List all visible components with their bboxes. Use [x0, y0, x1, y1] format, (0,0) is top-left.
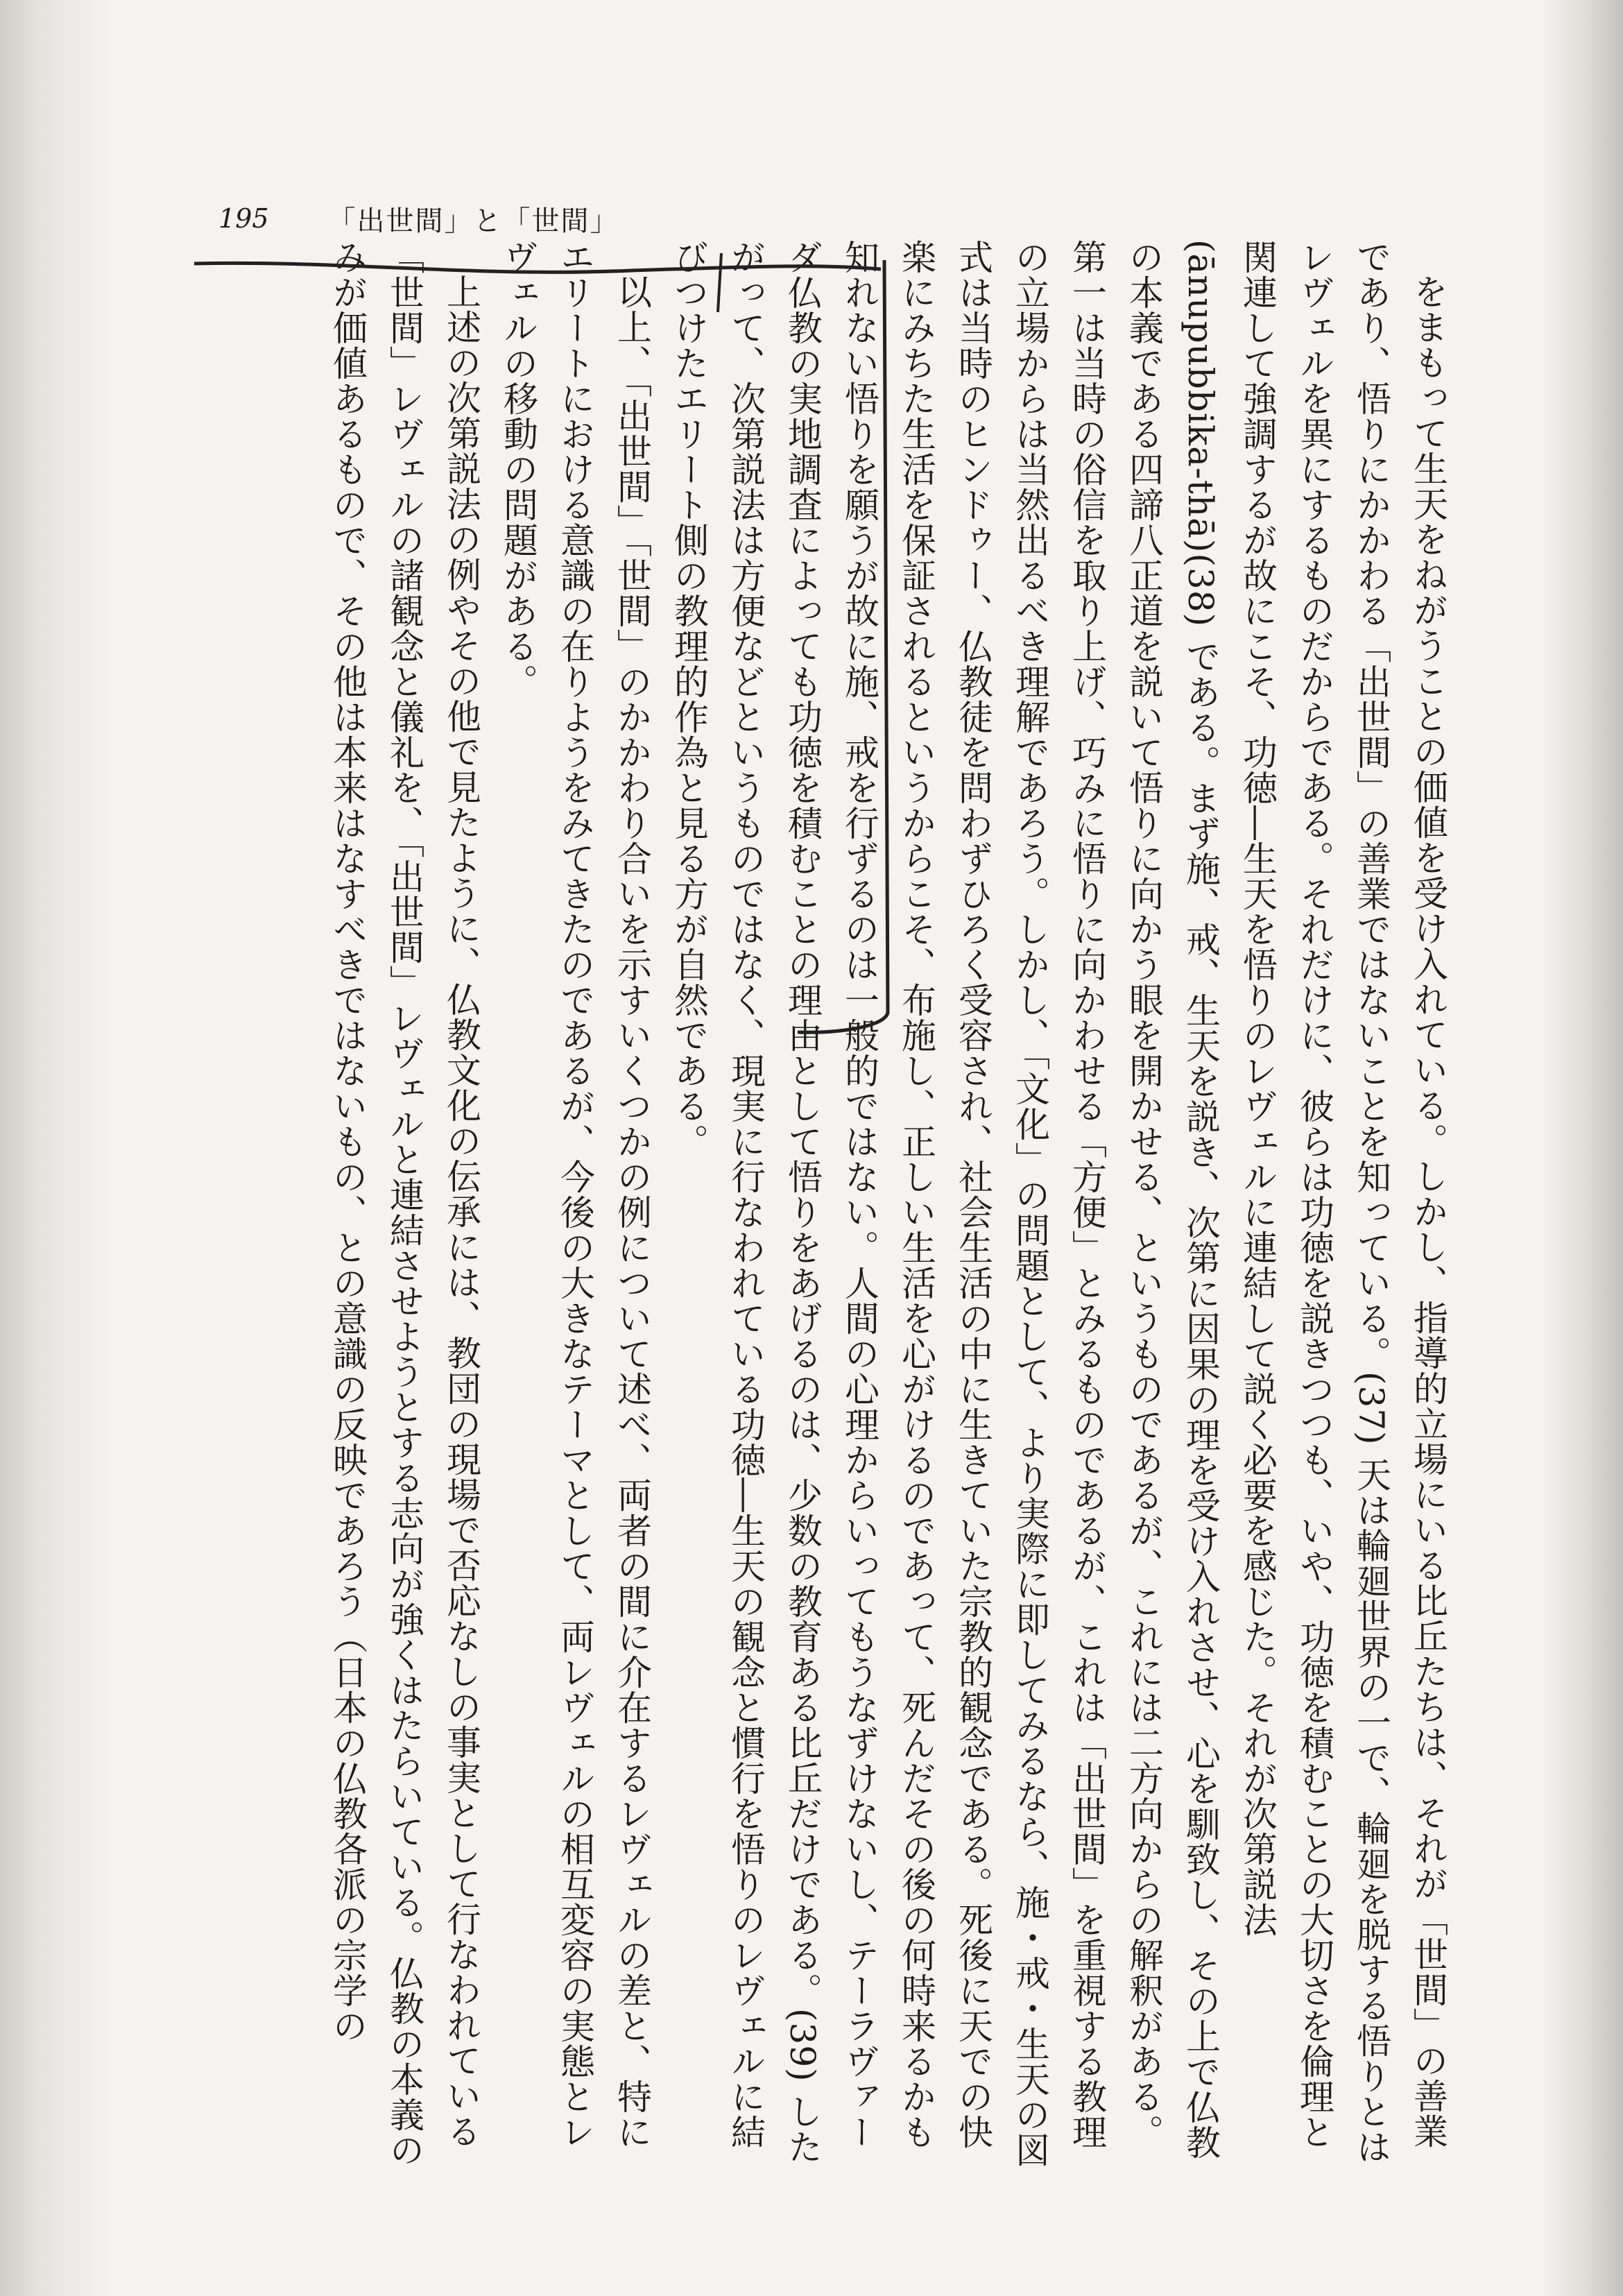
body-text: [187, 239, 1457, 2168]
running-title: 「出世間」と「世間」: [327, 205, 619, 237]
paragraph-1: をまもって生天をねがうことの価値を受け入れている。しかし、指導的立場にいる比丘たちは、それが「世間」の善業であり、悟りにかかわる「出世間」の善業ではないことを知っている。(37) 天は輪廻世界の一で、輪廻を脱する悟りとはレヴェルを異にするものだからである。それだけに、彼らは功徳を説きつつも、いや、功徳を積むことの大切さを倫理と関連して強調するが故にこそ、功徳―生天を悟りのレヴェルに連結して説く必要を感じた。それが次第説法(ānupubbika-thā)(38) である。まず施、戒、生天を説き、次第に因果の理を受け入れさせ、心を馴致し、その上で仏教の本義である四諦八正道を説いて悟りに向かう眼を開かせる、というものであるが、これには二方向からの解釈がある。第一は当時の俗信を取り上げ、巧みに悟りに向かわせる「方便」とみるものであるが、これは「出世間」を重視する教理の立場からは当然出るべき理解であろう。しかし、「文化」の問題として、より実際に即してみるなら、施・戒・生天の図式は当時のヒンドゥー、仏教徒を問わずひろく受容され、社会生活の中に生きていた宗教的観念である。死後に天での快楽にみちた生活を保証されるというからこそ、布施し、正しい生活を心がけるのであって、死んだその後の何時来るかも知れない悟りを願うが故に施、戒を行ずるのは一般的ではない。人間の心理からいってもうなずけないし、テーラヴァーダ仏教の実地調査によっても功徳を積むことの理由として悟りをあげるのは、少数の教育ある比丘だけである。(39) したがって、次第説法は方便などというものではなく、現実に行なわれている功徳―生天の観念と慣行を悟りのレヴェルに結びつけたエリート側の教理的作為と見る方が自然である。: [669, 239, 1448, 2168]
page-number: 195: [218, 203, 269, 234]
scan-shadow-left: [0, 0, 111, 2296]
vertical-text-columns: [187, 239, 1457, 2168]
page-header: [218, 198, 619, 239]
scan-shadow-right: [1540, 0, 1623, 2296]
paragraph-3: 上述の次第説法の例やその他で見たように、仏教文化の伝承には、教団の現場で否応なしの事実として行なわれている「世間」レヴェルの諸観念と儀礼を、「出世間」レヴェルと連結させようとする志向が強くはたらいている。仏教の本義のみが価値あるもので、その他は本来はなすべきではないもの、との意識の反映であろう（日本の仏教各派の宗学の: [327, 239, 481, 2168]
paragraph-2: 以上、「出世間」「世間」のかかわり合いを示すいくつかの例について述べ、両者の間に介在するレヴェルの差と、特にエリートにおける意識の在りようをみてきたのであるが、今後の大きなテーマとして、両レヴェルの相互変容の実態とレヴェルの移動の問題がある。: [498, 239, 652, 2150]
